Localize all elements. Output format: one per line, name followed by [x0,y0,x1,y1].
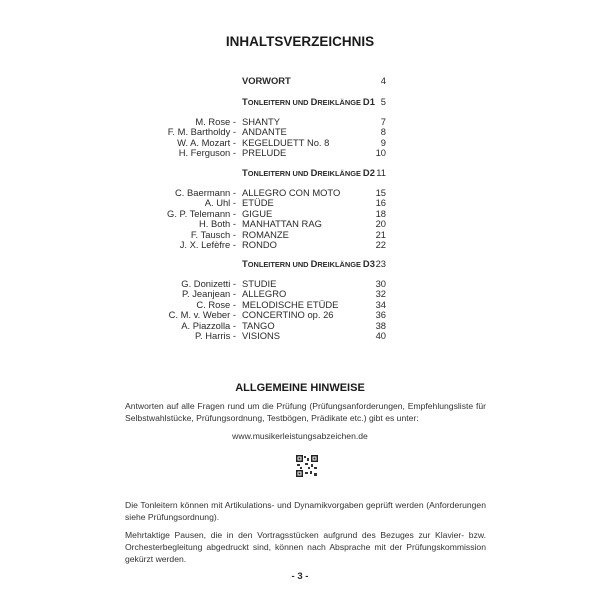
vorwort-label: VORWORT [242,75,291,86]
entry-page: 38 [375,319,386,331]
hinweise-paragraph-1: Die Tonleitern können mit Artikulations- und Dynamikvorgaben geprüft werden (Anforderungen siehe Prüfungsordnung). [125,500,486,522]
composer: F. M. Bartholdy - [167,126,236,138]
toc-entry[interactable] [0,239,600,250]
composer: H. Ferguson - [178,147,236,159]
website-link[interactable]: www.musikerleistungsabzeichen.de [232,431,368,441]
section-page: 23 [375,258,386,269]
section-heading-label: TONLEITERN UND DREIKLÄNGE D2 [242,167,375,178]
composer: P. Jeanjean - [181,288,236,300]
section-heading-2[interactable] [0,167,600,178]
composer: G. P. Telemann - [167,207,236,219]
piece-title: ALLEGRO [242,288,287,300]
toc-entry[interactable] [0,278,600,289]
toc-title: INHALTSVERZEICHNIS [225,34,375,49]
piece-title: ANDANTE [242,126,287,138]
toc-entry[interactable] [0,197,600,208]
entry-page: 7 [380,116,386,127]
toc-entry[interactable] [0,218,600,229]
composer: G. Donizetti - [181,278,236,289]
page-number: - 3 - [291,571,309,582]
entry-page: 16 [375,197,386,209]
entry-page: 20 [375,218,386,230]
toc-entry[interactable] [0,187,600,198]
entry-page: 30 [375,278,386,289]
composer: C. Rose - [196,298,236,310]
section-heading-3[interactable] [0,258,600,269]
toc-entry[interactable] [0,208,600,219]
composer: C. M. v. Weber - [168,309,236,321]
section-heading-label: TONLEITERN UND DREIKLÄNGE D1 [242,96,375,107]
toc-entry[interactable] [0,116,600,127]
entry-page: 9 [380,136,386,148]
toc-entry[interactable] [0,309,600,320]
qr-code-icon [296,455,318,477]
composer: A. Uhl - [204,197,236,209]
entry-page: 22 [375,239,386,250]
hinweise-heading: ALLGEMEINE HINWEISE [235,382,365,394]
toc-entry[interactable] [0,320,600,331]
hinweise-paragraph-2: Mehrtaktige Pausen, die in den Vortragsstücken aufgrund des Bezuges zur Klavier- bzw. Orchesterbegleitung abgedruckt sind, können nach Absprache mit der Prüfungskommission gekürzt werden. [125,530,486,564]
toc-entry[interactable] [0,288,600,299]
piece-title: ETÜDE [242,197,274,209]
section-page: 5 [380,96,386,107]
entry-page: 15 [375,187,386,198]
entry-page: 32 [375,288,386,300]
composer: P. Harris - [195,330,236,341]
piece-title: ROMANZE [242,228,289,240]
piece-title: TANGO [242,319,275,331]
toc-entry[interactable] [0,229,600,240]
toc-entry[interactable] [0,126,600,137]
hinweise-intro: Antworten auf alle Fragen rund um die Prüfung (Prüfungsanforderungen, Empfehlungsliste für Selbstwahlstücke, Prüfungsordnung, Testbögen, Prädikate etc.) gibt es unter: [125,401,486,423]
piece-title: PRELUDE [242,147,287,159]
composer: F. Tausch - [190,228,236,240]
piece-title: CONCERTINO op. 26 [242,309,334,321]
composer: A. Piazzolla - [181,319,236,331]
piece-title: STUDIE [242,278,277,289]
toc-entry[interactable] [0,137,600,148]
piece-title: MELODISCHE ETÜDE [242,298,339,310]
piece-title: KEGELDUETT No. 8 [242,136,330,148]
composer: C. Baermann - [175,187,236,198]
composer: W. A. Mozart - [177,136,236,148]
toc-entry[interactable] [0,330,600,341]
vorwort-page: 4 [380,75,386,86]
piece-title: ALLEGRO CON MOTO [242,187,341,198]
entry-page: 18 [375,207,386,219]
section-heading-label: TONLEITERN UND DREIKLÄNGE D3 [242,258,375,269]
section-page: 11 [376,167,386,178]
section-heading-1[interactable] [0,96,600,107]
toc-entry-vorwort[interactable] [0,75,600,86]
toc-entry[interactable] [0,299,600,310]
entry-page: 10 [375,147,386,159]
entry-page: 34 [375,298,386,310]
entry-page: 8 [380,126,386,138]
composer: H. Both - [199,218,236,230]
piece-title: VISIONS [242,330,281,341]
composer: J. X. Lefèfre - [179,239,236,250]
piece-title: GIGUE [242,207,273,219]
entry-page: 36 [375,309,386,321]
composer: M. Rose - [195,116,236,127]
entry-page: 40 [375,330,386,341]
entry-page: 21 [375,228,386,240]
piece-title: RONDO [242,239,277,250]
piece-title: SHANTY [242,116,281,127]
toc-entry[interactable] [0,147,600,158]
piece-title: MANHATTAN RAG [242,218,322,230]
